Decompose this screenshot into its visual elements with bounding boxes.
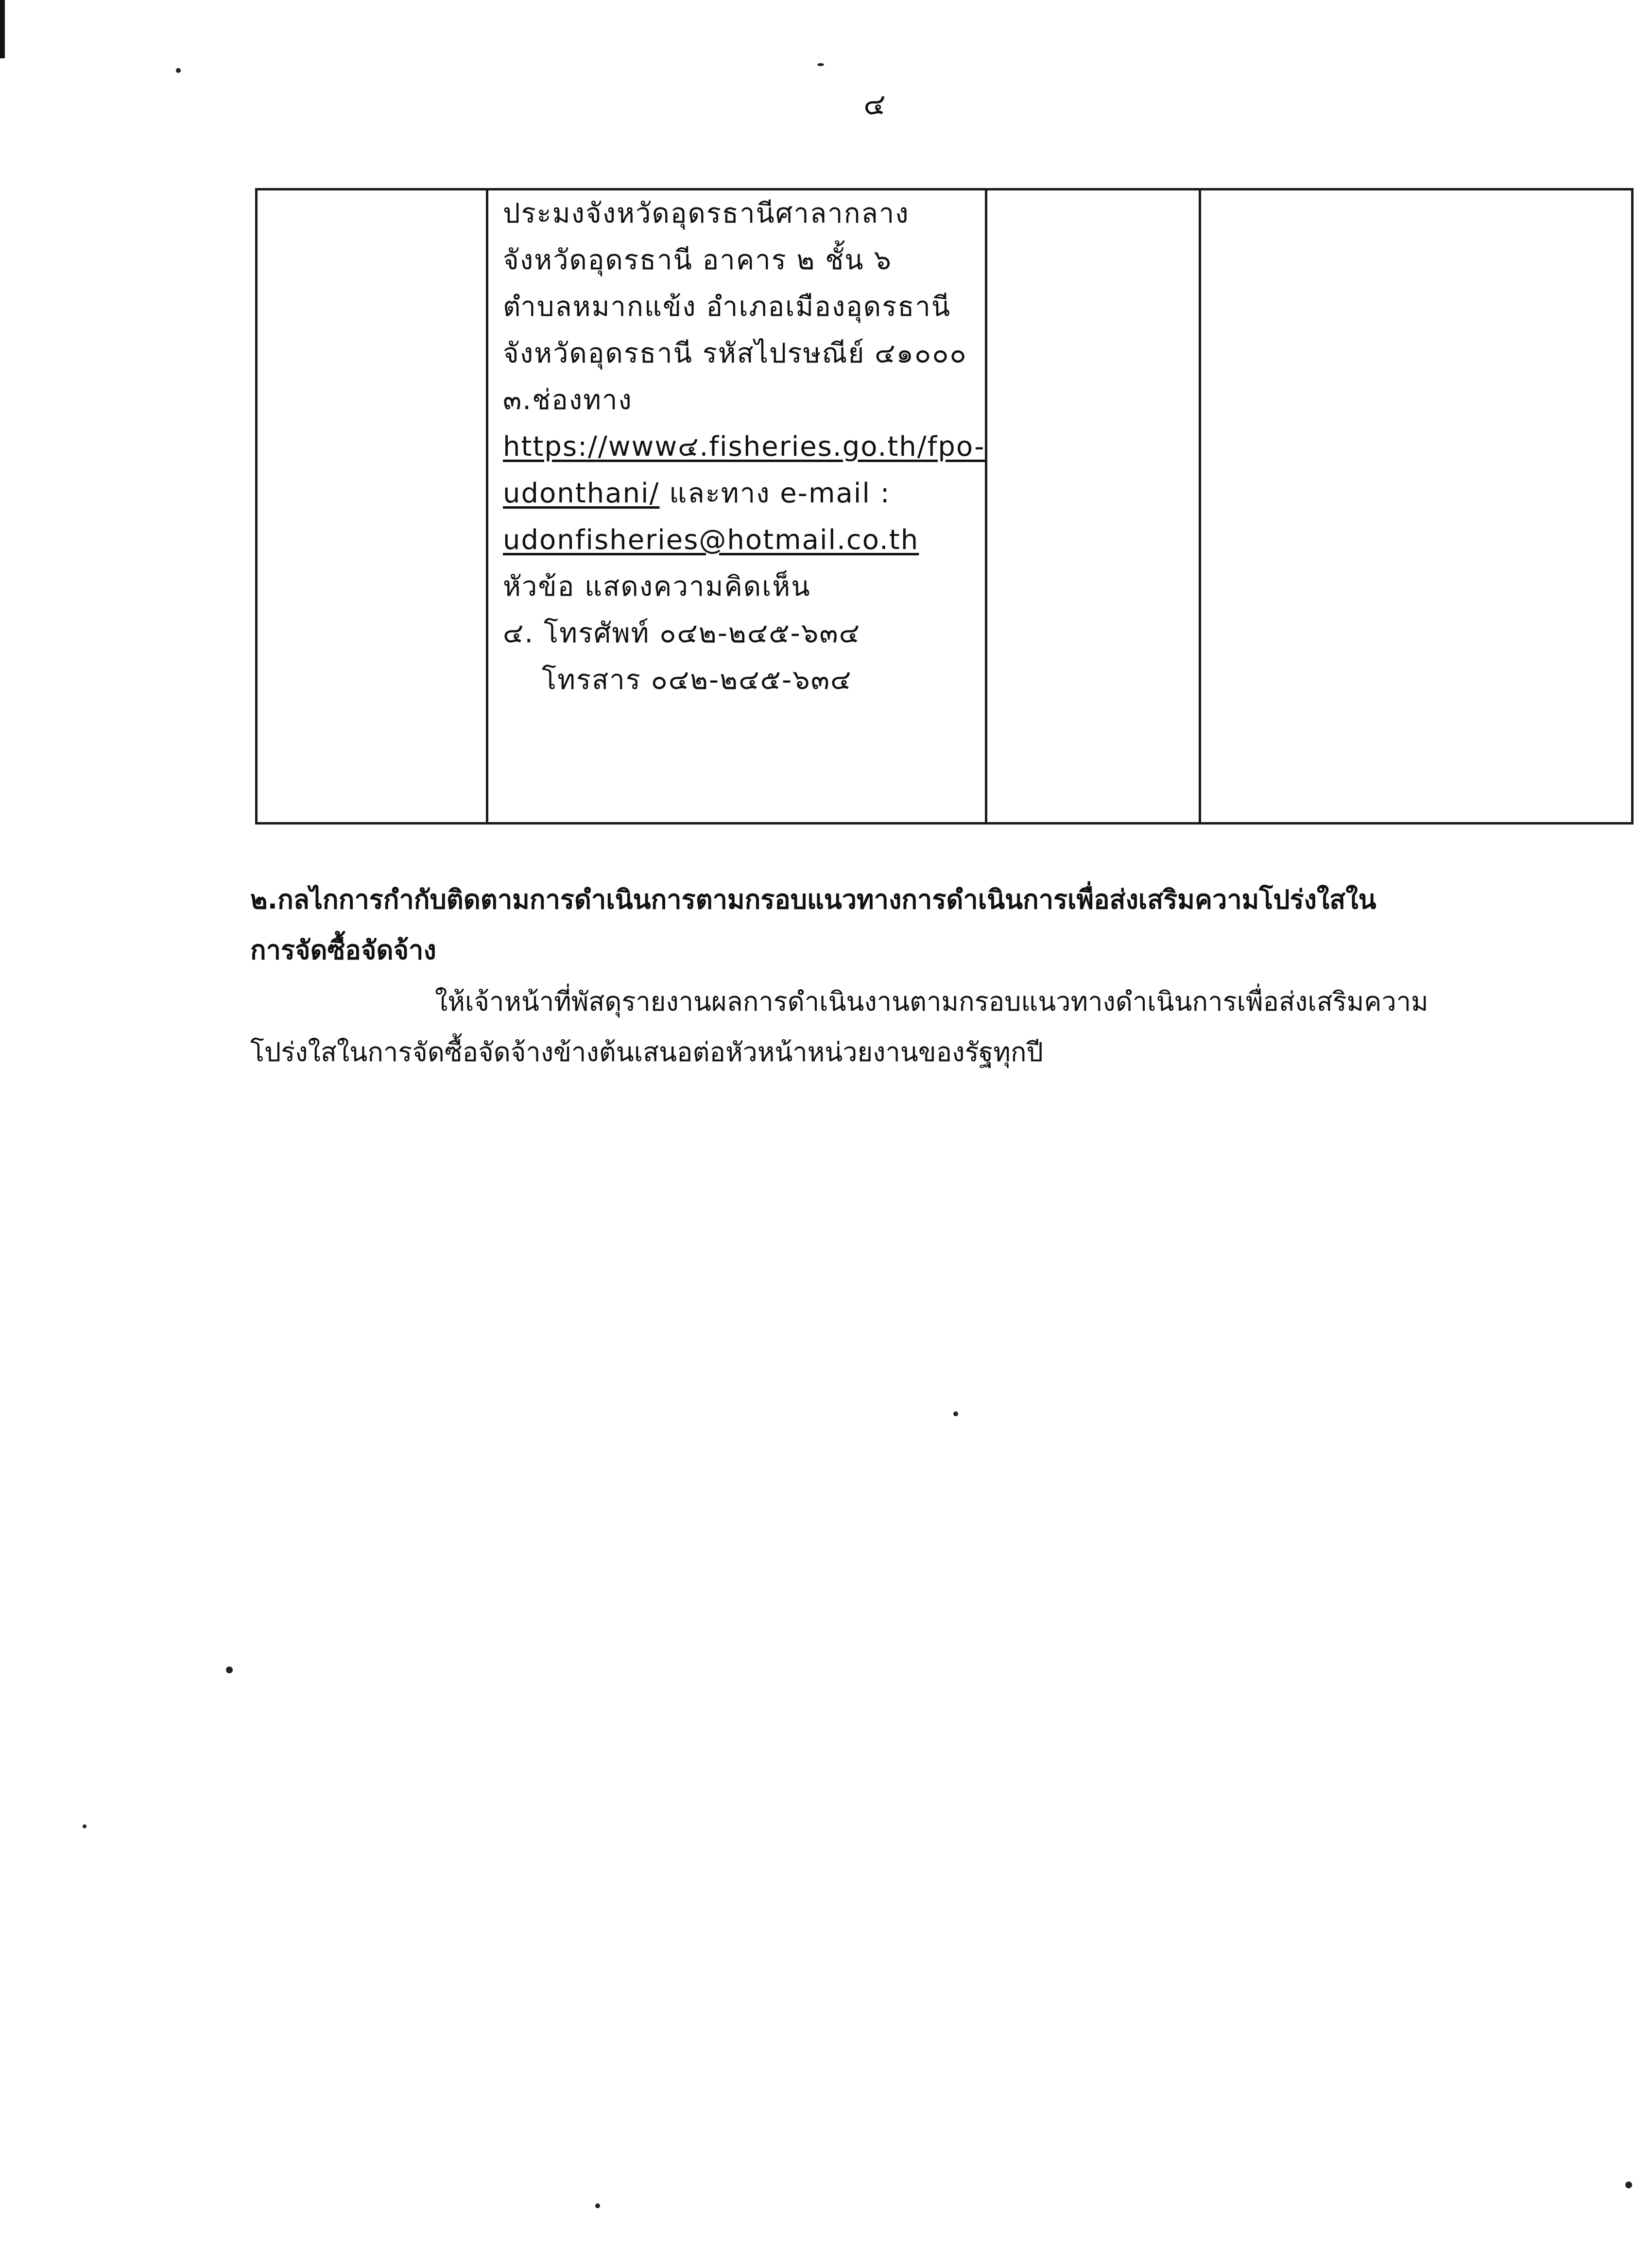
table-row (257, 189, 1633, 824)
table-cell-empty-4 (1200, 189, 1633, 824)
scan-speck (953, 1411, 958, 1416)
contact-table (255, 188, 1634, 825)
contact-line: จังหวัดอุดรธานี รหัสไปรษณีย์ ๔๑๐๐๐ (503, 338, 967, 369)
contact-line: ตำบลหมากแข้ง อำเภอเมืองอุดรธานี (503, 291, 951, 323)
email-link[interactable]: udonfisheries@hotmail.co.th (503, 524, 919, 556)
section-heading-line1: ๒.กลไกการกำกับติดตามการดำเนินการตามกรอบแนวทางการดำเนินการเพื่อส่งเสริมความโปร่งใสใน (250, 884, 1377, 915)
phone-line: ๔. โทรศัพท์ ๐๔๒-๒๔๕-๖๓๔ (503, 618, 861, 649)
table-cell-contact-channels (487, 189, 986, 824)
section-heading (250, 875, 1514, 976)
section-body (250, 977, 1514, 1078)
scan-speck (817, 63, 824, 66)
scan-speck (83, 1824, 86, 1828)
section-heading-line2: การจัดซื้อจัดจ้าง (250, 935, 436, 965)
scan-speck (176, 68, 181, 73)
scan-speck (226, 1667, 233, 1673)
website-link-continued[interactable]: udonthani/ (503, 478, 660, 509)
email-intro: และทาง e-mail : (659, 478, 891, 509)
scan-edge-mark (0, 0, 5, 58)
fax-line: โทรสาร ๐๔๒-๒๔๕-๖๓๔ (542, 664, 852, 696)
section-body-line1: ให้เจ้าหน้าที่พัสดุรายงานผลการดำเนินงานตามกรอบแนวทางดำเนินการเพื่อส่งเสริมความ (435, 986, 1428, 1017)
scan-speck (595, 2203, 600, 2208)
website-link[interactable]: https://www๔.fisheries.go.th/fpo- (503, 431, 985, 463)
contact-line: ประมงจังหวัดอุดรธานีศาลากลาง (503, 198, 910, 229)
table-cell-empty-3 (986, 189, 1200, 824)
section-body-line2: โปร่งใสในการจัดซื้อจัดจ้างข้างต้นเสนอต่อหัวหน้าหน่วยงานของรัฐทุกปี (250, 1037, 1043, 1067)
contact-line: ๓.ช่องทาง (503, 384, 633, 416)
scan-speck (1625, 2182, 1632, 2188)
subject-line: หัวข้อ แสดงความคิดเห็น (503, 571, 811, 602)
website-link-line2 (503, 470, 985, 517)
table-cell-empty-1 (257, 189, 487, 824)
contact-line: จังหวัดอุดรธานี อาคาร ๒ ชั้น ๖ (503, 244, 892, 276)
page-number: ๔ (863, 87, 886, 121)
contact-lines (488, 190, 985, 704)
